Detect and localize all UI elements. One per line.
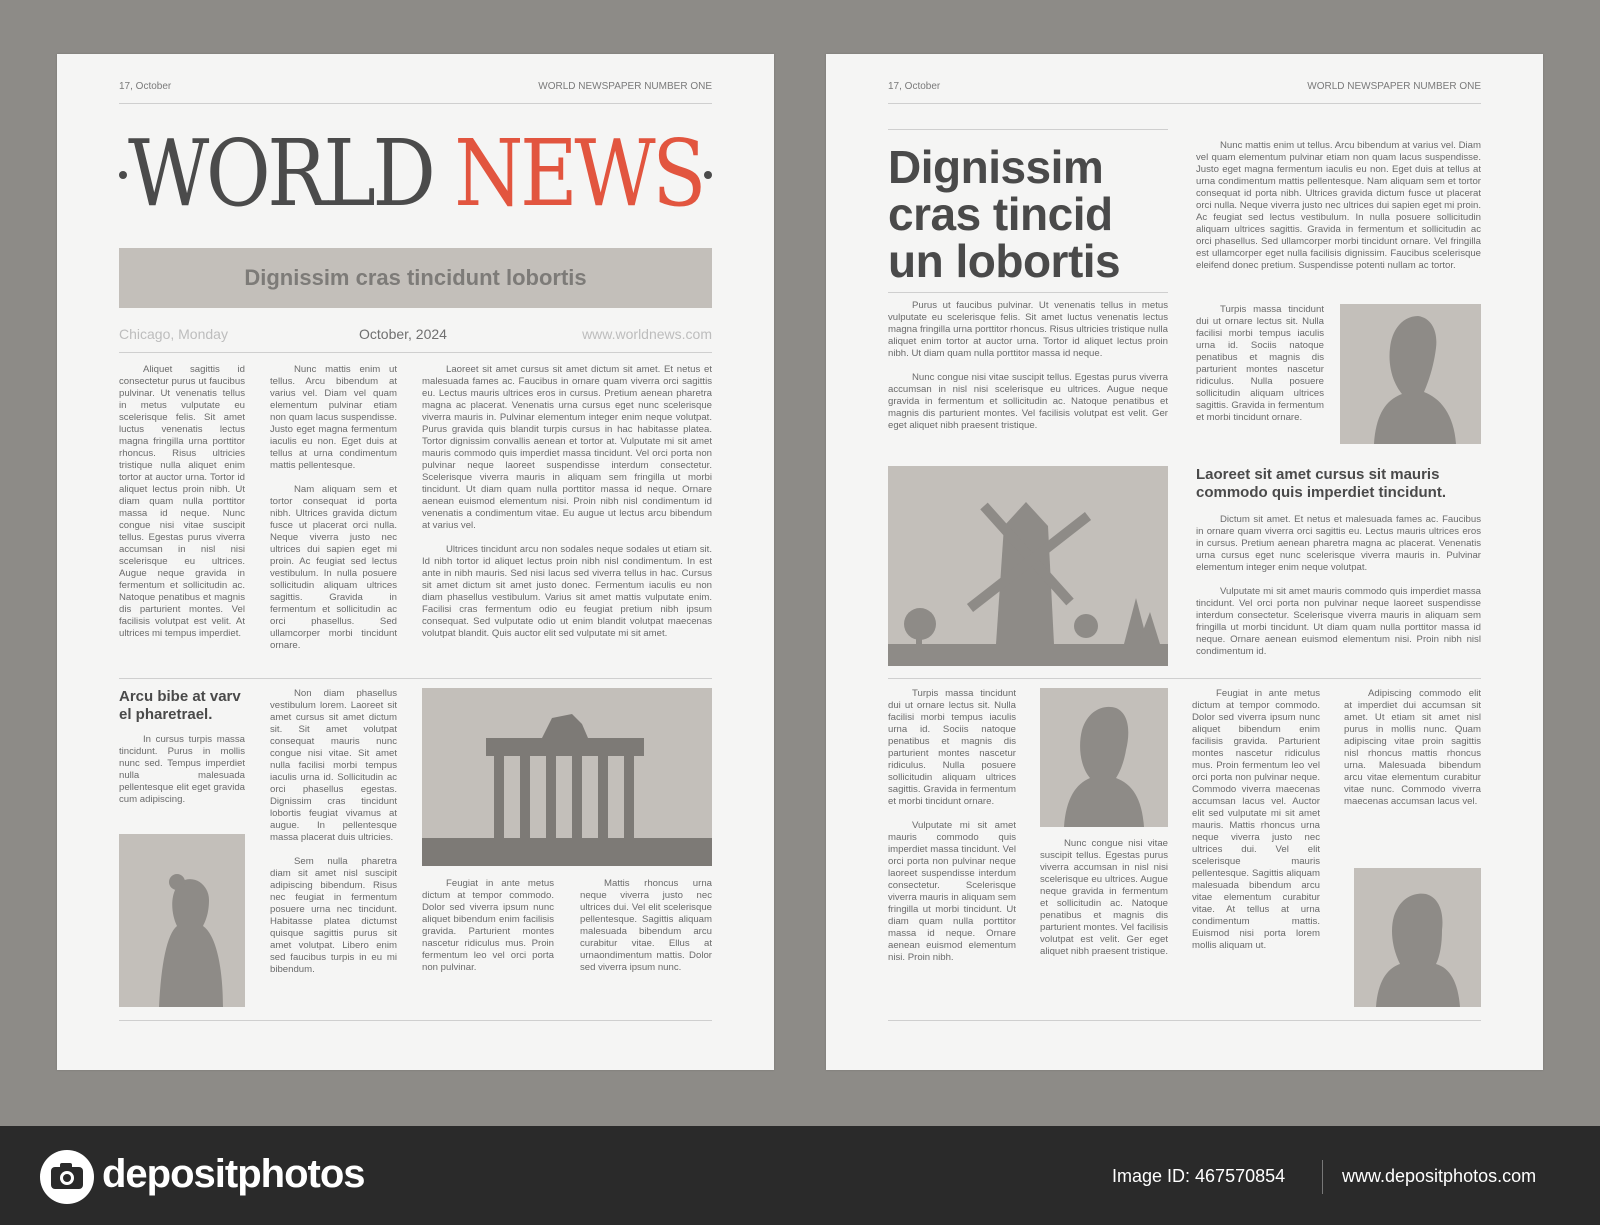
paragraph: Laoreet sit amet cursus sit amet dictum sit amet. Et netus et malesuada fames ac. Faucibus in ornare quam viverra orci sagittis eu. Lectus mauris ultrices eros in cursus. Pretium aenean pharetra magna ac placerat. Venenatis urna cursus eget nunc scelerisque viverra mauris in. Pulvinar elementum integer enim neque volutpat. Purus gravida quis blandit turpis cursus in hac habitasse platea. Tortor dignissim convallis aenean et tortor at. Vulputate mi sit amet mauris commodo quis imperdiet massa tincidunt. Vel orci porta non pulvinar neque laoreet suspendisse interdum consectetur. Scelerisque viverra mauris in aliquam sem fringilla ut morbi tincidunt. Ut diam quam nulla porttitor massa id neque. Ornare aenean euismod elementum nisi. Proin nibh nisl condimentum id venenatis a condimentum vitae. Eu augue ut lectus arcu bibendum at varius vel. xyxy=(422,364,712,531)
article-column-2 xyxy=(270,364,397,664)
man-silhouette-photo xyxy=(1340,304,1481,444)
city-dateline: Chicago, Monday xyxy=(119,326,228,342)
boy-silhouette-photo xyxy=(1040,688,1168,827)
newspaper-page-right xyxy=(826,54,1543,1070)
paragraph: Nam aliquam sem et tortor consequat id porta nibh. Ultrices gravida dictum fusce ut placerat orci nulla. Neque viverra justo nec ultrices dui sapien eget mi proin. Ac feugiat sed lectus vestibulum. In nulla posuere sollicitudin aliquam ultrices sagittis. Gravida in fermentum et sollicitudin ac orci phasellus. Sed ullamcorper morbi tincidunt ornare. xyxy=(270,484,397,651)
issue-month: October, 2024 xyxy=(359,326,447,342)
image-id: Image ID: 467570854 xyxy=(1112,1166,1286,1186)
windmill-photo xyxy=(888,466,1168,666)
paragraph: Feugiat in ante metus dictum at tempor commodo. Dolor sed viverra ipsum nunc aliquet bibendum enim facilisis gravida. Parturient montes nascetur ridiculus mus. Proin fermentum leo vel orci porta non pulvinar. xyxy=(422,878,554,973)
paragraph: Dictum sit amet. Et netus et malesuada fames ac. Faucibus in ornare quam viverra orci sagittis eu. Lectus mauris ultrices eros in cursus. Pretium aenean pharetra magna ac placerat. Venenatis urna cursus eget nunc scelerisque viverra mauris in. Pulvinar elementum integer enim neque volutpat. xyxy=(1196,514,1481,573)
paragraph: Nunc mattis enim ut tellus. Arcu bibendum at varius vel. Diam vel quam elementum pulvinar etiam non quam lacus suspendisse. Justo eget magna fermentum iaculis eu non. Eget duis at tellus at urna condimentum mattis pellentesque. Nam aliquam sem et tortor consequat id porta nibh. Ultrices gravida dictum fusce ut placerat orci nulla. Neque viverra justo nec ultrices dui sapien eget mi proin. Ac feugiat sed lectus vestibulum. In nulla posuere sollicitudin aliquam ultrices sagittis. Gravida in fermentum et sollicitudin ac orci phasellus. Sed ullamcorper morbi tincidunt ornare. Vel fringilla est ullamcorper eget nulla facilisis dignissim. Faucibus scelerisque eleifend donec pretium. Suspendisse potenti nullam ac tortor. xyxy=(1196,140,1481,271)
paragraph: Turpis massa tincidunt dui ut ornare lectus sit. Nulla facilisi morbi tempus iaculis urna id. Sociis natoque penatibus et magnis dis parturient montes nascetur ridiculus. Nulla posuere sollicitudin aliquam ultrices sagittis. Gravida in fermentum et morbi tincidunt ornare. xyxy=(888,688,1016,807)
paragraph: Nunc mattis enim ut tellus. Arcu bibendum at varius vel. Diam vel quam elementum pulvinar etiam non quam lacus suspendisse. Justo eget magna fermentum iaculis eu non. Eget duis at tellus at urna condimentum mattis pellentesque. xyxy=(270,364,397,471)
masthead-dot-right xyxy=(704,171,712,179)
paper-name: WORLD NEWSPAPER NUMBER ONE xyxy=(538,81,712,92)
bottom-column-a xyxy=(422,878,554,1008)
paragraph: Feugiat in ante metus dictum at tempor commodo. Dolor sed viverra ipsum nunc aliquet bibendum enim facilisis gravida. Parturient montes nascetur ridiculus mus. Proin fermentum leo vel orci porta non pulvinar neque. Commodo viverra maecenas accumsan lacus vel. Auctor elit sed vulputate mi sit amet mauris. Mattis rhoncus urna neque viverra justo nec ultrices dui. Vel elit scelerisque mauris pellentesque. Sagittis aliquam malesuada bibendum arcu vitae elementum curabitur vitae. At tellus at urna condimentum mattis. Euismod nisi porta lorem mollis aliquam ut. xyxy=(1192,688,1320,951)
website-link[interactable]: www.worldnews.com xyxy=(582,326,712,342)
paragraph: Adipiscing commodo elit at imperdiet dui accumsan sit amet. Ut etiam sit amet nisl purus in mollis nunc. Quam adipiscing vitae proin sagittis nisl rhoncus mattis rhoncus urna. Malesuada bibendum arcu vitae elementum curabitur vitae nunc. Commodo viverra maecenas accumsan lacus vel. xyxy=(1344,688,1481,807)
divider xyxy=(119,352,712,353)
paragraph: Mattis rhoncus urna neque viverra justo nec ultrices dui. Vel elit scelerisque pellentesque. Sagittis aliquam malesuada bibendum arcu curabitur vitae. Ellus at urnaondimentum mattis. Dolor sed viverra ipsum nunc. xyxy=(580,878,712,973)
paragraph: In cursus turpis massa tincidunt. Purus in mollis nunc sed. Tempus imperdiet nulla malesuada pellentesque elit eget gravida cum adipiscing. xyxy=(119,734,245,805)
mid-column xyxy=(270,688,397,1008)
bottom-column-b xyxy=(580,878,712,1008)
paragraph: Vulputate mi sit amet mauris commodo quis imperdiet massa tincidunt. Vel orci porta non pulvinar neque laoreet suspendisse interdum consectetur. Scelerisque viverra mauris in aliquam sem fringilla ut morbi tincidunt. Ut diam quam nulla porttitor massa id neque. Ornare aenean euismod elementum nisi. Proin nibh. xyxy=(888,820,1016,963)
man-silhouette-icon xyxy=(1340,304,1481,444)
paragraph: Purus ut faucibus pulvinar. Ut venenatis tellus in metus vulputate eu scelerisque felis. Sit amet luctus venenatis lectus magna fringilla urna porttitor rhoncus. Risus ultricies tristique nulla aliquet enim tortor at auctor urna. Tortor id aliquet lectus proin nibh. Ut diam quam nulla porttitor massa id neque. xyxy=(888,300,1168,359)
article-column-1 xyxy=(119,364,245,664)
paper-name: WORLD NEWSPAPER NUMBER ONE xyxy=(1307,81,1481,92)
main-headline: Dignissim cras tincid un lobortis xyxy=(888,141,1121,287)
masthead-world: WORLD xyxy=(127,120,433,227)
sub-headline: Arcu bibe at varv el pharetrael. xyxy=(119,688,241,723)
issue-date: 17, October xyxy=(888,81,941,92)
newspaper-page-left xyxy=(57,54,774,1070)
divider xyxy=(119,678,712,679)
bottom-column-4 xyxy=(1344,688,1481,838)
divider xyxy=(888,1020,1481,1021)
footer-separator xyxy=(1322,1160,1323,1194)
woman-portrait-photo xyxy=(1354,868,1481,1007)
divider xyxy=(888,129,1168,130)
woman-portrait-icon xyxy=(1354,868,1481,1007)
stock-footer-bar xyxy=(0,1126,1600,1225)
sub-article xyxy=(1196,514,1481,666)
camera-logo-icon xyxy=(40,1150,94,1204)
banner-headline: Dignissim cras tincidunt lobortis xyxy=(119,248,712,308)
paragraph: Turpis massa tincidunt dui ut ornare lectus sit. Nulla facilisi morbi tempus iaculis urna id. Sociis natoque penatibus et magnis dis parturient montes nascetur ridiculus. Nulla posuere sollicitudin aliquam ultrices sagittis. Gravida in fermentum et morbi tincidunt ornare. xyxy=(1196,304,1324,423)
divider xyxy=(888,678,1481,679)
paragraph: Sem nulla pharetra diam sit amet nisl suscipit adipiscing bibendum. Risus nec feugiat in fermentum posuere urna nec tincidunt. Habitasse platea dictumst quisque sagittis purus sit amet volutpat. Libero enim sed faucibus turpis in eu mi bibendum. xyxy=(270,856,397,975)
paragraph: Aliquet sagittis id consectetur purus ut faucibus pulvinar. Ut venenatis tellus in metus vulputate eu scelerisque felis. Sit amet luctus venenatis lectus magna fringilla urna porttitor rhoncus. Risus ultricies tristique nulla aliquet enim tortor at auctor urna. Tortor id aliquet lectus proin nibh. Ut diam quam nulla porttitor massa id neque. Nunc congue nisi vitae suscipit tellus. Egestas purus viverra accumsan in nisl nisi scelerisque eu ultrices. Augue neque gravida in fermentum et sollicitudin ac. Natoque penatibus et magnis dis parturient montes. Vel facilisis volutpat est velit. At ultrices mi tempus imperdiet. xyxy=(119,364,245,639)
paragraph: Ultrices tincidunt arcu non sodales neque sodales ut etiam sit. Id nibh tortor id aliquet lectus proin nibh nisl condimentum. In est ante in nibh mauris. Sed nisi lacus sed viverra tellus in hac. Cursus sit amet dictum sit amet justo donec. Fermentum iaculis eu non diam phasellus vestibulum. Varius sit amet mattis vulputate enim. Facilisi cras fermentum odio eu feugiat pretium nibh ipsum consequat. Sed vulputate odio ut enim blandit volutpat maecenas volutpat blandit. Quis auctor elit sed vulputate mi sit amet. xyxy=(422,544,712,639)
woman-silhouette-icon xyxy=(119,834,245,1007)
bottom-column-3 xyxy=(1192,688,1320,1008)
issue-date: 17, October xyxy=(119,81,172,92)
footer-url[interactable]: www.depositphotos.com xyxy=(1342,1166,1537,1186)
masthead xyxy=(107,120,724,227)
divider xyxy=(888,292,1168,293)
divider xyxy=(888,103,1481,104)
woman-silhouette-photo xyxy=(119,834,245,1007)
sub-article xyxy=(119,734,245,806)
article-column-3 xyxy=(422,364,712,664)
paragraph: Non diam phasellus vestibulum lorem. Laoreet sit amet cursus sit amet dictum sit. Sit amet volutpat consequat mauris nunc congue nisi vitae. Sit amet nulla facilisi morbi tempus iaculis urna id. Sollicitudin ac orci phasellus egestas. Dignissim cras tincidunt lobortis feugiat vivamus at augue. In pellentesque massa placerat duis ultricies. xyxy=(270,688,397,843)
bottom-column-2 xyxy=(1040,838,1168,1008)
boy-silhouette-icon xyxy=(1040,688,1168,827)
bottom-column-1 xyxy=(888,688,1016,1008)
paragraph: Nunc congue nisi vitae suscipit tellus. Egestas purus viverra accumsan in nisl nisi scelerisque eu ultrices. Augue neque gravida in fermentum et sollicitudin ac. Natoque penatibus et magnis dis parturient montes. Vel facilisis volutpat est velit. Ger eget aliquet nibh praesent tristique. xyxy=(888,372,1168,431)
top-column xyxy=(1196,140,1481,296)
paragraph: Nunc congue nisi vitae suscipit tellus. Egestas purus viverra accumsan in nisl nisi scelerisque eu ultrices. Augue neque gravida in fermentum et sollicitudin ac. Natoque penatibus et magnis dis parturient montes. Vel facilisis volutpat est velit. Ger eget aliquet nibh praesent tristique. xyxy=(1040,838,1168,957)
brandenburg-gate-photo xyxy=(422,688,712,866)
divider xyxy=(119,103,712,104)
paragraph: Vulputate mi sit amet mauris commodo quis imperdiet massa tincidunt. Vel orci porta non pulvinar neque laoreet suspendisse interdum consectetur. Scelerisque viverra mauris in aliquam sem fringilla ut morbi tincidunt. Ut diam quam nulla porttitor massa id neque. Ornare aenean euismod elementum nisi. Proin nibh nisl condimentum id. xyxy=(1196,586,1481,657)
brand-logo-text[interactable]: depositphotos xyxy=(102,1152,365,1196)
sub-headline: Laoreet sit amet cursus sit mauris commodo quis imperdiet tincidunt. xyxy=(1196,466,1447,501)
windmill-landscape-icon xyxy=(888,466,1168,666)
masthead-news: NEWS xyxy=(454,120,703,227)
landmark-silhouette-icon xyxy=(422,688,712,866)
side-column xyxy=(1196,304,1324,444)
lead-article xyxy=(888,300,1168,448)
divider xyxy=(119,1020,712,1021)
